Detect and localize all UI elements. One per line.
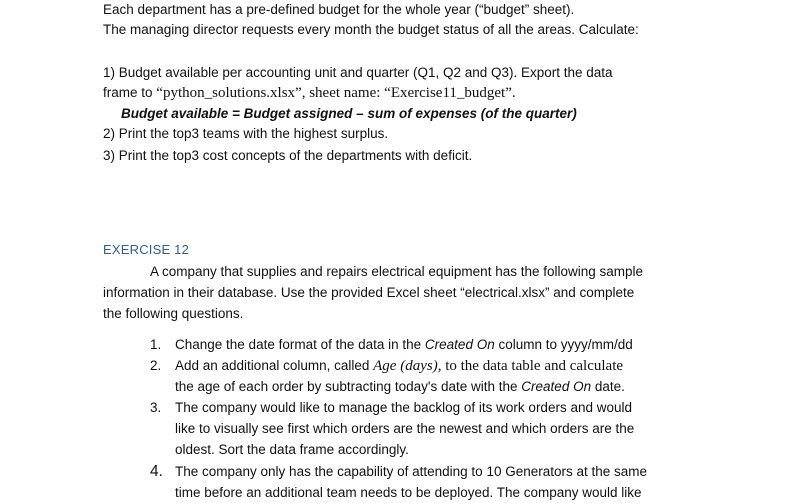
ex12-q3-line-1: The company would like to manage the backlog of its work orders and would (175, 400, 632, 415)
ex11-item-3: 3) Print the top3 cost concepts of the departments with deficit. (103, 148, 473, 163)
ex12-intro-line-1: A company that supplies and repairs electrical equipment has the following sample (150, 264, 644, 279)
ex12-q2-line-1-a: Add an additional column, called (175, 358, 374, 373)
ex12-q2-line-2-emphasis: Created On (521, 379, 592, 394)
ex12-q1-text-a: Change the date format of the data in the (175, 337, 425, 352)
ex11-intro-line-2: The managing director requests every month the budget status of all the areas. Calculate: (103, 22, 639, 37)
ex12-intro-line-3: the following questions. (103, 306, 244, 321)
ex11-item-1-line-2-prefix: frame to (103, 85, 157, 100)
ex12-q3-number: 3. (150, 400, 162, 415)
ex12-q3-line-3: oldest. Sort the data frame accordingly. (175, 442, 409, 457)
ex12-q2-line-2 (175, 377, 625, 397)
ex12-q2-line-1 (175, 356, 623, 376)
ex12-heading: EXERCISE 12 (103, 242, 190, 257)
ex11-item-2: 2) Print the top3 teams with the highest surplus. (103, 126, 389, 141)
ex11-item-1-line-2 (103, 83, 516, 103)
ex12-q1-text (175, 335, 633, 355)
ex12-q4-line-1: The company only has the capability of attending to 10 Generators at the same (175, 464, 648, 479)
ex12-q4-number: 4. (150, 463, 163, 480)
ex12-q3-line-2: like to visually see first which orders are the newest and which orders are the (175, 421, 635, 436)
ex12-q1-number: 1. (150, 337, 162, 352)
ex11-item-1-line-1: 1) Budget available per accounting unit and quarter (Q1, Q2 and Q3). Export the data (103, 65, 613, 80)
ex12-q1-text-b: column to yyyy/mm/dd (494, 337, 633, 352)
ex11-intro-line-1: Each department has a pre-defined budget for the whole year (“budget” sheet). (103, 2, 575, 17)
ex12-q2-line-1-b: to the data table and calculate (441, 358, 624, 374)
ex12-q2-line-2-a: the age of each order by subtracting today's date with the (175, 379, 522, 394)
ex12-q2-emphasis: Age (days), (373, 358, 442, 374)
ex11-item-1-filename: “python_solutions.xlsx”, sheet name: “Exercise11_budget”. (156, 85, 516, 101)
ex11-formula: Budget available = Budget assigned – sum of expenses (of the quarter) (121, 106, 577, 121)
ex12-q2-line-2-b: date. (591, 379, 625, 394)
ex12-q1-emphasis: Created On (424, 337, 495, 352)
ex12-q4-line-2: time before an additional team needs to be deployed. The company would like (175, 485, 642, 500)
ex12-q2-number: 2. (150, 358, 162, 373)
ex12-intro-line-2: information in their database. Use the provided Excel sheet “electrical.xlsx” and complete (103, 285, 635, 300)
